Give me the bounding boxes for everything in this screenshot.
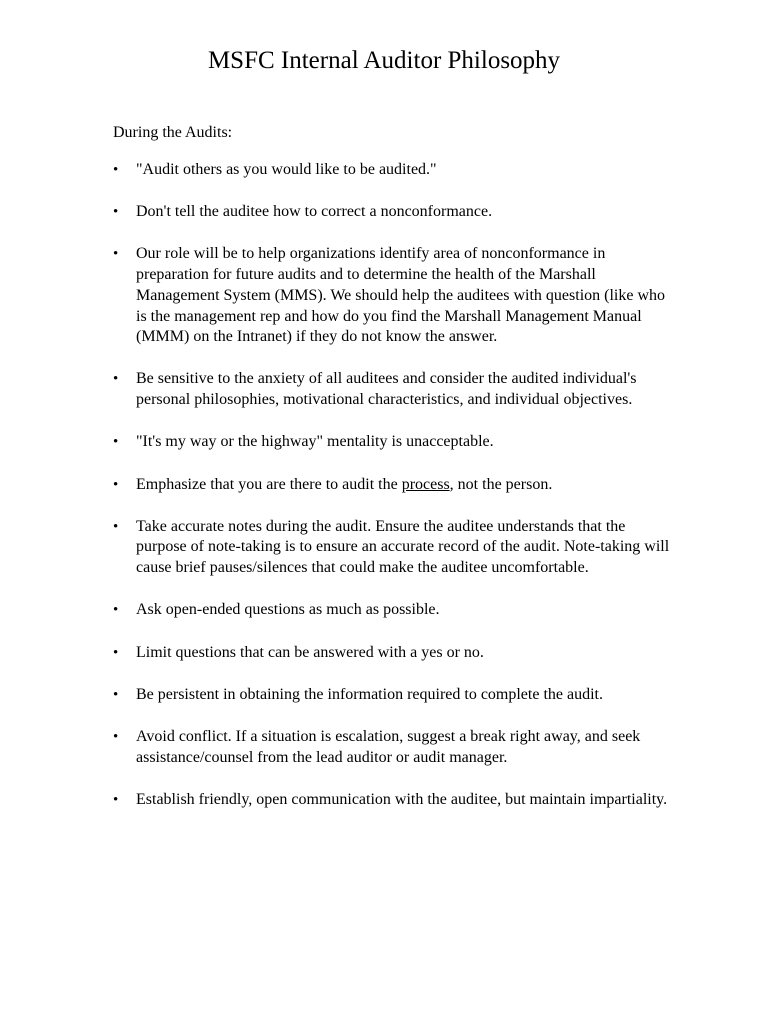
list-item [113, 244, 673, 348]
bullet-text: Establish friendly, open communication with the auditee, but maintain impartiality. [136, 790, 668, 808]
bullet-text: Be persistent in obtaining the information required to complete the audit. [136, 685, 603, 703]
bullet-text-part: , not the person. [449, 475, 553, 493]
list-item [113, 600, 673, 621]
bullet-text: Limit questions that can be answered with a yes or no. [136, 643, 484, 661]
page-title: MSFC Internal Auditor Philosophy [207, 47, 561, 74]
bullet-icon: • [113, 434, 119, 451]
section-heading: During the Audits: [113, 124, 233, 141]
bullet-icon: • [113, 518, 119, 535]
bullet-icon: • [113, 728, 119, 745]
list-item [113, 643, 673, 664]
list-item [113, 727, 673, 768]
bullet-text-part: Emphasize that you are there to audit the [136, 475, 402, 493]
bullet-icon: • [113, 371, 119, 388]
bullet-icon: • [113, 644, 119, 661]
bullet-icon: • [113, 246, 119, 263]
list-item [113, 369, 673, 410]
list-item [113, 517, 673, 579]
bullet-icon: • [113, 204, 119, 221]
bullet-icon: • [113, 791, 119, 808]
list-item [113, 475, 673, 496]
bullet-text: "It's my way or the highway" mentality is unacceptable. [136, 433, 494, 451]
bullet-icon: • [113, 686, 119, 703]
bullet-text: Be sensitive to the anxiety of all auditees and consider the audited individual's personal philosophies, motivational characteristics, and individual objectives. [136, 370, 637, 409]
bullet-text: Take accurate notes during the audit. Ensure the auditee understands that the purpose of note-taking is to ensure an accurate record of the audit. Note-taking will cause brief pauses/silences that could make the auditee uncomfortable. [136, 517, 670, 577]
bullet-text: "Audit others as you would like to be audited." [136, 161, 437, 178]
bullet-icon: • [113, 602, 119, 619]
bullet-text: Don't tell the auditee how to correct a nonconformance. [136, 203, 493, 221]
bullet-list [113, 160, 673, 811]
underlined-word: process [401, 475, 450, 493]
list-item [113, 685, 673, 706]
bullet-text [136, 476, 552, 493]
list-item [113, 790, 673, 811]
bullet-text: Our role will be to help organizations identify area of nonconformance in preparation for future audits and to determine the health of the Marshall Management System (MMS). We should help the auditees with question (like who is the management rep and how do you find the Marshall Management Manual (MMM) on the Intranet) if they do not know the answer. [136, 245, 666, 346]
bullet-icon: • [113, 476, 119, 493]
list-item [113, 202, 673, 223]
bullet-text: Avoid conflict. If a situation is escalation, suggest a break right away, and seek assistance/counsel from the lead auditor or audit manager. [136, 727, 641, 766]
bullet-text: Ask open-ended questions as much as possible. [136, 601, 440, 619]
list-item [113, 160, 673, 181]
list-item [113, 432, 673, 453]
bullet-icon: • [113, 162, 119, 178]
